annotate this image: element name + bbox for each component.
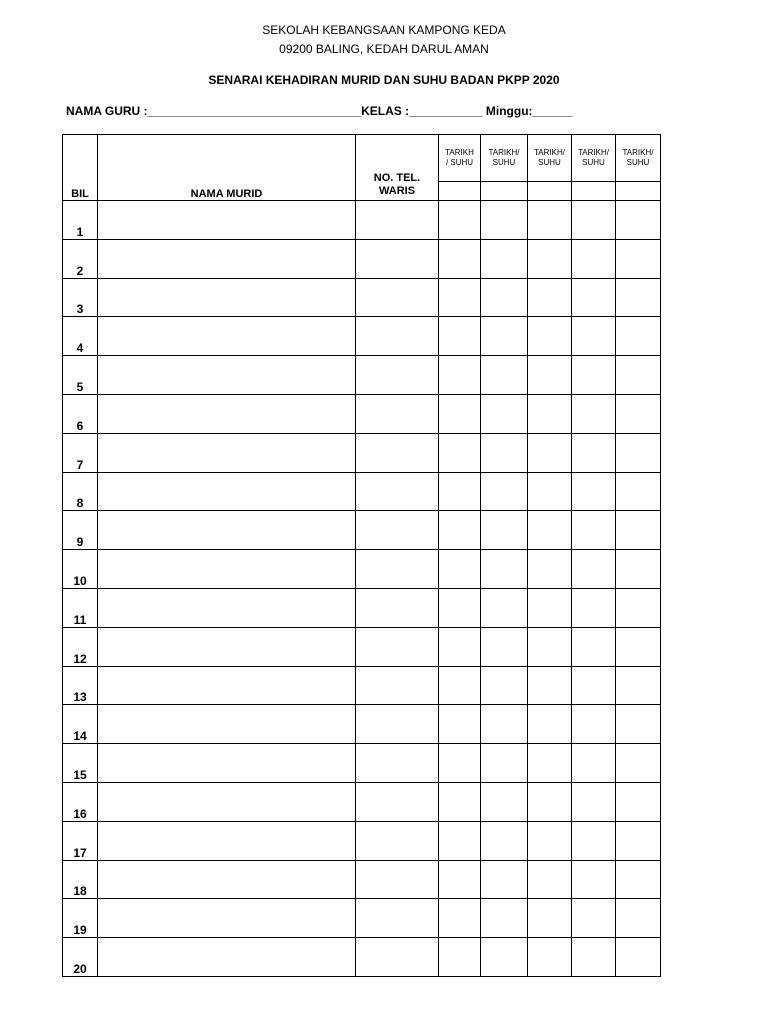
date-temp-cell[interactable] xyxy=(528,278,572,317)
parent-phone-cell[interactable] xyxy=(356,821,439,860)
date-temp-cell[interactable] xyxy=(439,239,481,278)
row-number: 19 xyxy=(63,899,98,938)
date-temp-cell[interactable] xyxy=(572,433,616,472)
parent-phone-cell[interactable] xyxy=(356,472,439,511)
table-row xyxy=(63,356,661,395)
date-temp-cell[interactable] xyxy=(528,588,572,627)
student-name-cell[interactable] xyxy=(98,356,356,395)
table-row xyxy=(63,705,661,744)
parent-phone-cell[interactable] xyxy=(356,239,439,278)
parent-phone-cell[interactable] xyxy=(356,744,439,783)
row-number: 1 xyxy=(63,201,98,240)
table-row xyxy=(63,627,661,666)
date-temp-cell[interactable] xyxy=(572,821,616,860)
minggu-field[interactable]: ______ xyxy=(532,104,573,118)
date-temp-cell[interactable] xyxy=(572,394,616,433)
table-row xyxy=(63,938,661,977)
table-row xyxy=(63,511,661,550)
date-temp-cell[interactable] xyxy=(572,472,616,511)
table-row xyxy=(63,821,661,860)
date-temp-cell[interactable] xyxy=(528,433,572,472)
date-col-line1: TARIKH xyxy=(445,148,474,157)
date-col-line1: TARIKH/ xyxy=(534,148,565,157)
date-temp-cell[interactable] xyxy=(439,588,481,627)
date-temp-cell[interactable] xyxy=(528,511,572,550)
date-temp-cell[interactable] xyxy=(481,278,528,317)
row-number: 13 xyxy=(63,666,98,705)
table-row xyxy=(63,472,661,511)
date-temp-cell[interactable] xyxy=(572,744,616,783)
date-temp-cell[interactable] xyxy=(481,705,528,744)
header-nama-murid: NAMA MURID xyxy=(98,135,356,201)
date-temp-cell[interactable] xyxy=(439,782,481,821)
date-col-line2: SUHU xyxy=(626,158,650,167)
student-name-cell[interactable] xyxy=(98,627,356,666)
date-temp-cell[interactable] xyxy=(616,239,661,278)
date-col-line1: TARIKH/ xyxy=(622,148,654,157)
row-number: 9 xyxy=(63,511,98,550)
teacher-class-line xyxy=(66,104,573,118)
parent-phone-cell[interactable] xyxy=(356,627,439,666)
row-number: 5 xyxy=(63,356,98,395)
date-col-line2: SUHU xyxy=(582,158,605,167)
page-title: SENARAI KEHADIRAN MURID DAN SUHU BADAN PKPP 2020 xyxy=(208,73,560,87)
student-name-cell[interactable] xyxy=(98,860,356,899)
date-temp-cell[interactable] xyxy=(572,666,616,705)
date-col-line1: TARIKH/ xyxy=(488,148,520,157)
parent-phone-cell[interactable] xyxy=(356,666,439,705)
date-temp-cell[interactable] xyxy=(439,860,481,899)
parent-phone-cell[interactable] xyxy=(356,394,439,433)
date-temp-cell[interactable] xyxy=(572,782,616,821)
date-temp-cell[interactable] xyxy=(616,627,661,666)
date-temp-cell[interactable] xyxy=(528,782,572,821)
parent-phone-cell[interactable] xyxy=(356,511,439,550)
student-name-cell[interactable] xyxy=(98,705,356,744)
parent-phone-cell[interactable] xyxy=(356,899,439,938)
parent-phone-cell[interactable] xyxy=(356,201,439,240)
date-temp-cell[interactable] xyxy=(481,938,528,977)
date-temp-cell[interactable] xyxy=(439,705,481,744)
date-temp-cell[interactable] xyxy=(481,201,528,240)
date-temp-cell[interactable] xyxy=(439,938,481,977)
date-temp-cell[interactable] xyxy=(481,433,528,472)
date-temp-cell[interactable] xyxy=(439,356,481,395)
date-temp-cell[interactable] xyxy=(481,744,528,783)
date-temp-cell[interactable] xyxy=(481,899,528,938)
date-temp-cell[interactable] xyxy=(616,433,661,472)
date-temp-cell[interactable] xyxy=(481,239,528,278)
student-name-cell[interactable] xyxy=(98,433,356,472)
date-col-line1: TARIKH/ xyxy=(578,148,609,157)
date-temp-cell[interactable] xyxy=(572,627,616,666)
student-name-cell[interactable] xyxy=(98,201,356,240)
header-date-col xyxy=(481,135,528,182)
student-name-cell[interactable] xyxy=(98,744,356,783)
date-temp-cell[interactable] xyxy=(481,627,528,666)
date-temp-cell[interactable] xyxy=(528,317,572,356)
student-name-cell[interactable] xyxy=(98,782,356,821)
school-name: SEKOLAH KEBANGSAAN KAMPONG KEDA xyxy=(262,23,506,37)
date-temp-cell[interactable] xyxy=(616,394,661,433)
parent-phone-cell[interactable] xyxy=(356,705,439,744)
date-temp-cell[interactable] xyxy=(439,744,481,783)
table-row xyxy=(63,317,661,356)
header-date-col xyxy=(616,135,661,182)
date-temp-cell[interactable] xyxy=(528,472,572,511)
date-temp-cell[interactable] xyxy=(528,938,572,977)
date-temp-cell[interactable] xyxy=(528,394,572,433)
date-temp-cell[interactable] xyxy=(616,666,661,705)
table-row xyxy=(63,899,661,938)
date-temp-cell[interactable] xyxy=(481,317,528,356)
attendance-table xyxy=(62,134,661,977)
date-temp-cell[interactable] xyxy=(528,627,572,666)
table-row xyxy=(63,550,661,589)
date-subcell xyxy=(616,182,661,201)
date-temp-cell[interactable] xyxy=(481,472,528,511)
date-temp-cell[interactable] xyxy=(528,899,572,938)
date-temp-cell[interactable] xyxy=(528,860,572,899)
student-name-cell[interactable] xyxy=(98,472,356,511)
date-temp-cell[interactable] xyxy=(616,356,661,395)
date-temp-cell[interactable] xyxy=(616,317,661,356)
row-number: 4 xyxy=(63,317,98,356)
date-temp-cell[interactable] xyxy=(528,666,572,705)
date-temp-cell[interactable] xyxy=(481,666,528,705)
date-temp-cell[interactable] xyxy=(616,278,661,317)
date-temp-cell[interactable] xyxy=(528,705,572,744)
row-number: 18 xyxy=(63,860,98,899)
date-temp-cell[interactable] xyxy=(439,899,481,938)
row-number: 3 xyxy=(63,278,98,317)
date-temp-cell[interactable] xyxy=(616,860,661,899)
date-temp-cell[interactable] xyxy=(481,588,528,627)
header-date-col xyxy=(439,135,481,182)
date-temp-cell[interactable] xyxy=(572,588,616,627)
parent-phone-cell[interactable] xyxy=(356,550,439,589)
minggu-label: Minggu: xyxy=(485,104,533,118)
date-temp-cell[interactable] xyxy=(572,705,616,744)
date-temp-cell[interactable] xyxy=(481,550,528,589)
date-temp-cell[interactable] xyxy=(439,433,481,472)
student-name-cell[interactable] xyxy=(98,511,356,550)
row-number: 6 xyxy=(63,394,98,433)
table-row xyxy=(63,278,661,317)
date-temp-cell[interactable] xyxy=(616,201,661,240)
parent-phone-cell[interactable] xyxy=(356,588,439,627)
parent-phone-cell[interactable] xyxy=(356,782,439,821)
parent-phone-cell[interactable] xyxy=(356,860,439,899)
date-temp-cell[interactable] xyxy=(439,511,481,550)
parent-phone-cell[interactable] xyxy=(356,433,439,472)
date-temp-cell[interactable] xyxy=(481,860,528,899)
row-number: 12 xyxy=(63,627,98,666)
date-temp-cell[interactable] xyxy=(616,899,661,938)
date-temp-cell[interactable] xyxy=(528,821,572,860)
table-row xyxy=(63,201,661,240)
date-temp-cell[interactable] xyxy=(572,550,616,589)
row-number: 14 xyxy=(63,705,98,744)
row-number: 7 xyxy=(63,433,98,472)
header-no-tel-waris xyxy=(356,135,439,201)
date-temp-cell[interactable] xyxy=(572,201,616,240)
guru-field[interactable]: ________________________________ xyxy=(147,104,362,118)
date-temp-cell[interactable] xyxy=(572,239,616,278)
table-row xyxy=(63,782,661,821)
parent-phone-cell[interactable] xyxy=(356,938,439,977)
date-temp-cell[interactable] xyxy=(439,394,481,433)
date-temp-cell[interactable] xyxy=(439,317,481,356)
date-temp-cell[interactable] xyxy=(572,860,616,899)
date-temp-cell[interactable] xyxy=(572,511,616,550)
date-temp-cell[interactable] xyxy=(439,201,481,240)
date-temp-cell[interactable] xyxy=(439,472,481,511)
date-temp-cell[interactable] xyxy=(572,938,616,977)
student-name-cell[interactable] xyxy=(98,938,356,977)
date-temp-cell[interactable] xyxy=(528,356,572,395)
guru-label: NAMA GURU : xyxy=(66,104,148,118)
row-number: 10 xyxy=(63,550,98,589)
parent-phone-cell[interactable] xyxy=(356,278,439,317)
row-number: 17 xyxy=(63,821,98,860)
date-temp-cell[interactable] xyxy=(616,550,661,589)
student-name-cell[interactable] xyxy=(98,899,356,938)
row-number: 16 xyxy=(63,782,98,821)
date-temp-cell[interactable] xyxy=(481,511,528,550)
date-temp-cell[interactable] xyxy=(481,356,528,395)
student-name-cell[interactable] xyxy=(98,550,356,589)
table-row xyxy=(63,239,661,278)
row-number: 8 xyxy=(63,472,98,511)
table-row xyxy=(63,744,661,783)
date-temp-cell[interactable] xyxy=(528,201,572,240)
date-temp-cell[interactable] xyxy=(616,821,661,860)
student-name-cell[interactable] xyxy=(98,239,356,278)
student-name-cell[interactable] xyxy=(98,317,356,356)
parent-phone-cell[interactable] xyxy=(356,317,439,356)
parent-phone-cell[interactable] xyxy=(356,356,439,395)
date-temp-cell[interactable] xyxy=(616,705,661,744)
table-row xyxy=(63,394,661,433)
date-col-line2: SUHU xyxy=(492,158,516,167)
row-number: 11 xyxy=(63,588,98,627)
date-temp-cell[interactable] xyxy=(528,550,572,589)
date-temp-cell[interactable] xyxy=(439,627,481,666)
date-subcell xyxy=(528,182,572,201)
header-tel-line2: WARIS xyxy=(378,185,416,197)
student-name-cell[interactable] xyxy=(98,666,356,705)
date-temp-cell[interactable] xyxy=(481,394,528,433)
table-row xyxy=(63,588,661,627)
date-temp-cell[interactable] xyxy=(439,278,481,317)
row-number: 2 xyxy=(63,239,98,278)
date-temp-cell[interactable] xyxy=(616,938,661,977)
date-temp-cell[interactable] xyxy=(481,821,528,860)
student-name-cell[interactable] xyxy=(98,588,356,627)
table-row xyxy=(63,860,661,899)
date-temp-cell[interactable] xyxy=(481,782,528,821)
date-temp-cell[interactable] xyxy=(572,899,616,938)
student-name-cell[interactable] xyxy=(98,394,356,433)
date-temp-cell[interactable] xyxy=(572,317,616,356)
date-col-line2: SUHU xyxy=(538,158,561,167)
date-temp-cell[interactable] xyxy=(439,666,481,705)
date-temp-cell[interactable] xyxy=(616,782,661,821)
table-row xyxy=(63,666,661,705)
date-temp-cell[interactable] xyxy=(439,550,481,589)
row-number: 15 xyxy=(63,744,98,783)
date-temp-cell[interactable] xyxy=(616,511,661,550)
date-temp-cell[interactable] xyxy=(616,744,661,783)
table-row xyxy=(63,433,661,472)
row-number: 20 xyxy=(63,938,98,977)
date-temp-cell[interactable] xyxy=(572,356,616,395)
kelas-label: KELAS : xyxy=(361,104,410,118)
date-subcell xyxy=(572,182,616,201)
student-name-cell[interactable] xyxy=(98,821,356,860)
kelas-field[interactable]: ___________ xyxy=(409,104,483,118)
header-bil: BIL xyxy=(63,135,98,201)
date-temp-cell[interactable] xyxy=(439,821,481,860)
school-address: 09200 BALING, KEDAH DARUL AMAN xyxy=(279,42,489,56)
header-tel-line1: NO. TEL. xyxy=(373,172,421,184)
header-date-col xyxy=(572,135,616,182)
date-col-line2: / SUHU xyxy=(445,158,474,167)
student-name-cell[interactable] xyxy=(98,278,356,317)
date-temp-cell[interactable] xyxy=(528,744,572,783)
date-subcell xyxy=(439,182,481,201)
date-temp-cell[interactable] xyxy=(616,472,661,511)
header-date-col xyxy=(528,135,572,182)
date-temp-cell[interactable] xyxy=(616,588,661,627)
date-subcell xyxy=(481,182,528,201)
date-temp-cell[interactable] xyxy=(572,278,616,317)
date-temp-cell[interactable] xyxy=(528,239,572,278)
